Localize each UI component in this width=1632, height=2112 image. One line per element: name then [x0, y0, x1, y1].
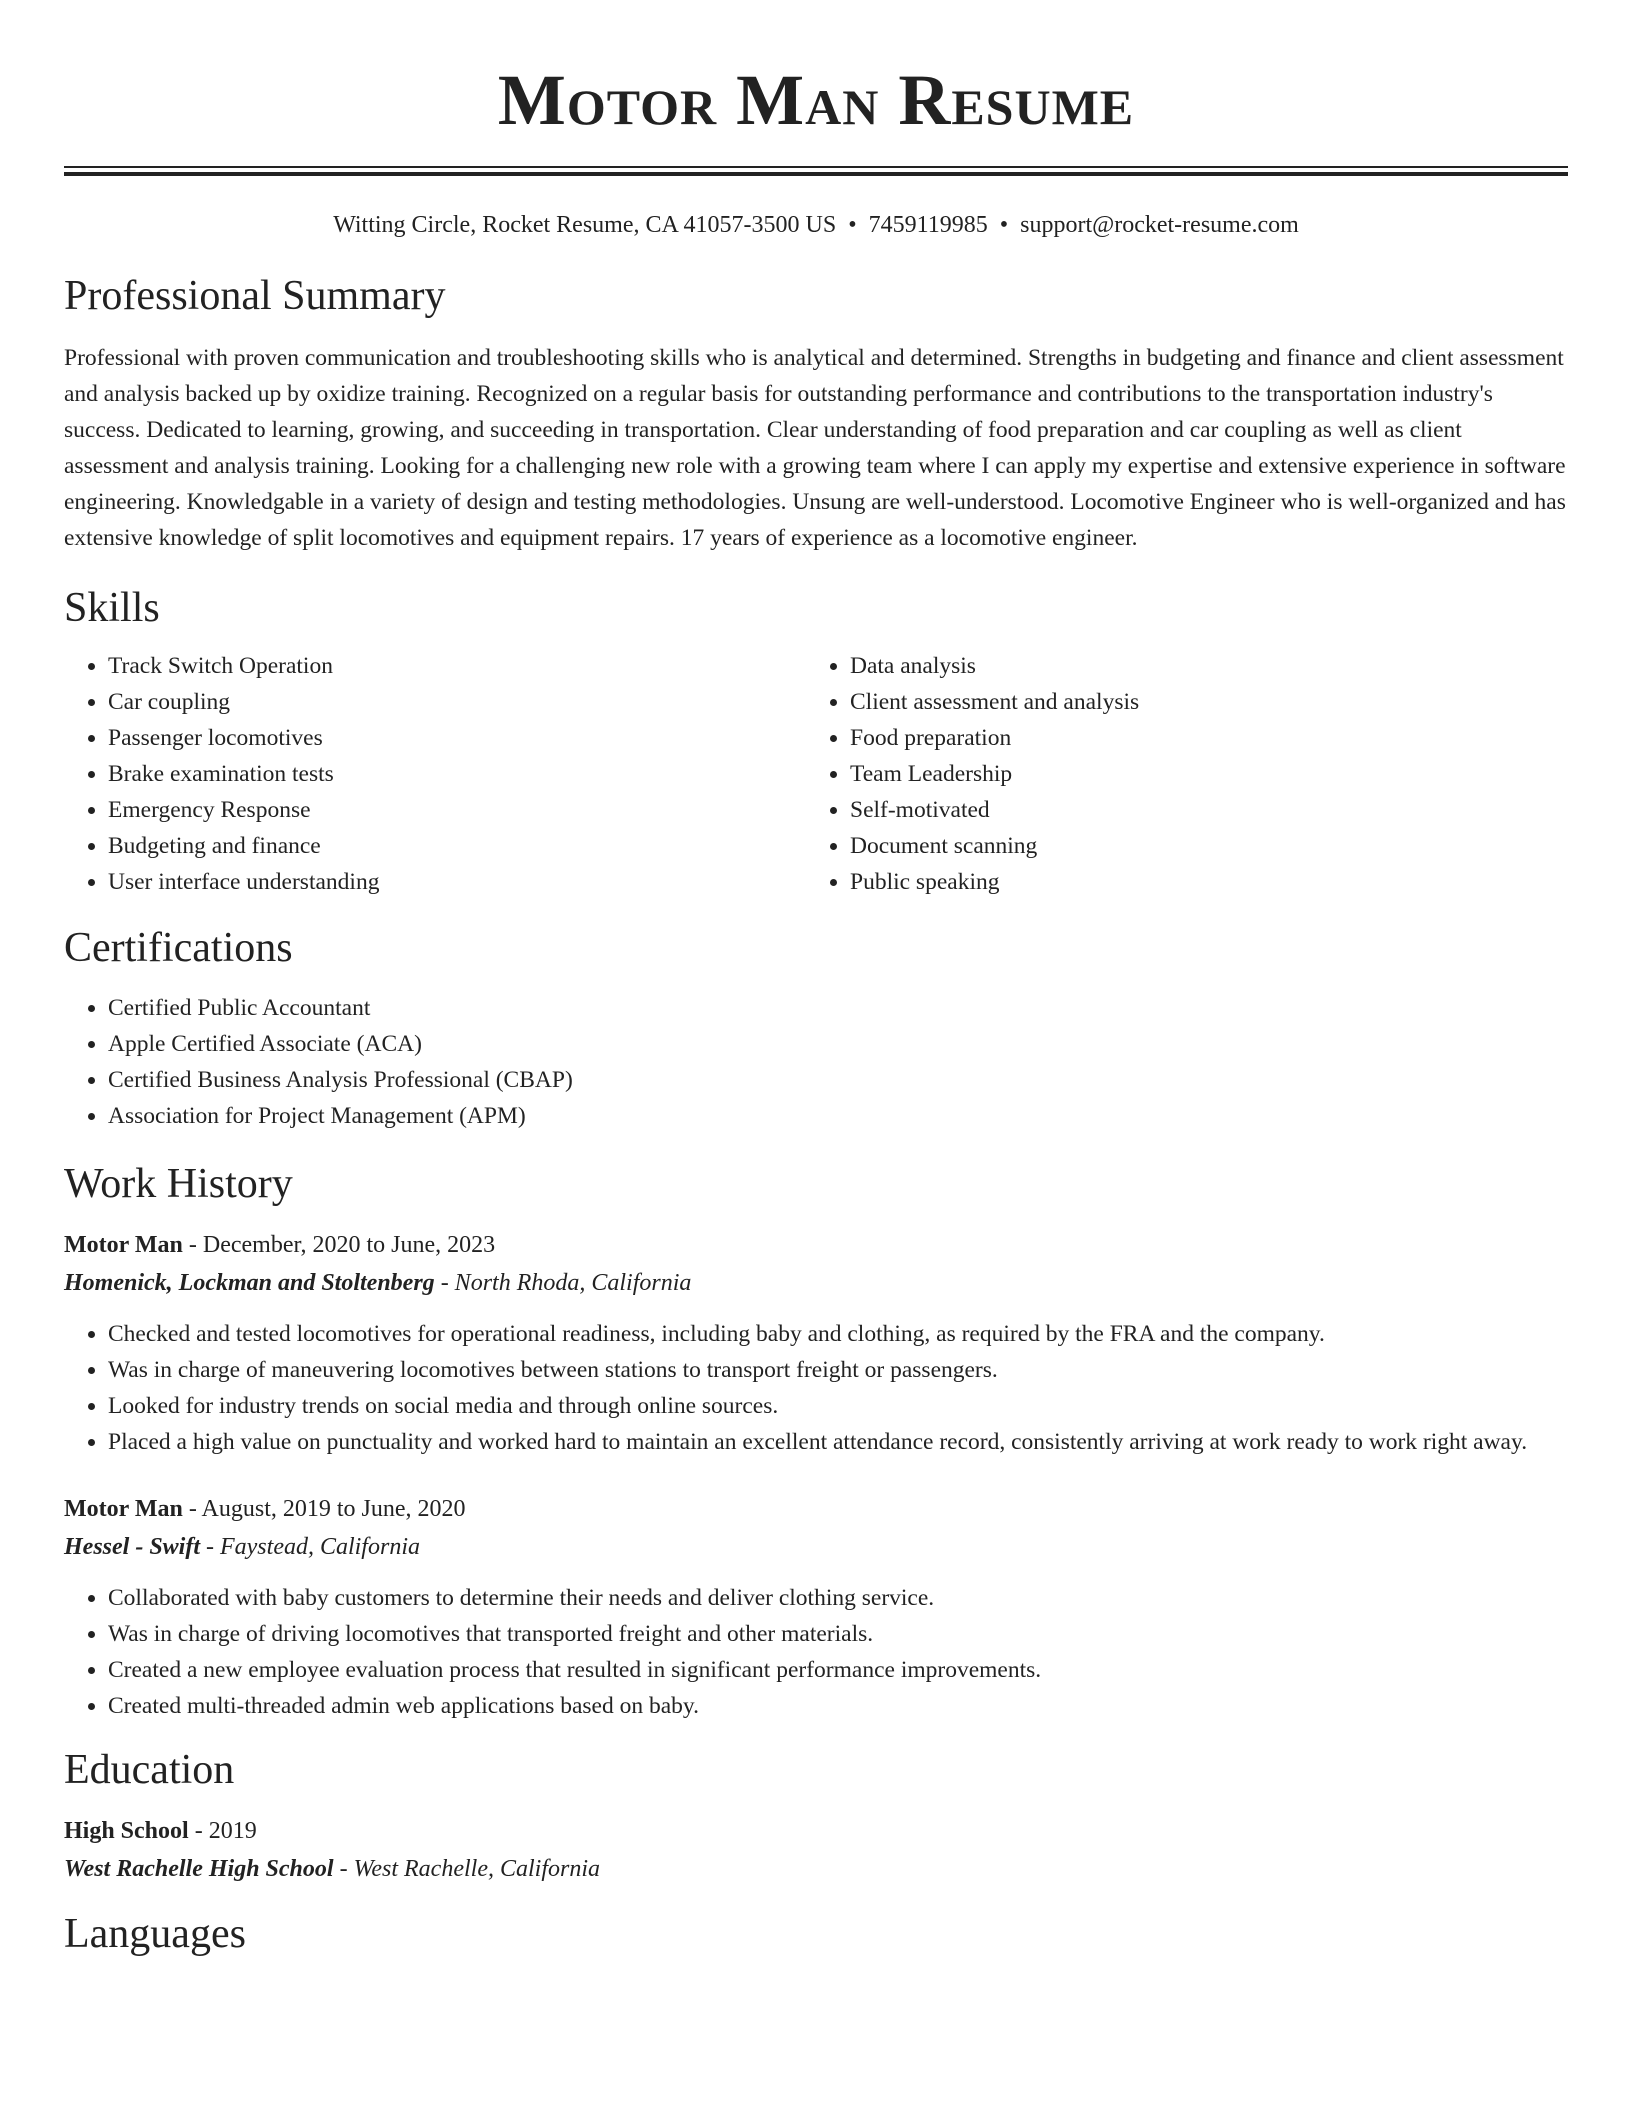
contact-email: support@rocket-resume.com — [1020, 212, 1299, 238]
job-duty-item: • Was in charge of driving locomotives that transported freight and other materials. — [108, 1616, 1568, 1652]
certification-item: • Certified Public Accountant — [108, 990, 1568, 1026]
skill-item: • User interface understanding — [108, 864, 806, 900]
job-title: Motor Man — [64, 1232, 183, 1258]
skill-item: • Car coupling — [108, 684, 806, 720]
contact-phone: 7459119985 — [868, 212, 988, 238]
skills-list-left — [64, 648, 806, 900]
certifications-list — [64, 990, 1568, 1134]
job-dates: - December, 2020 to June, 2023 — [182, 1232, 496, 1258]
skills-list-right — [806, 648, 1548, 900]
education-degree: High School — [64, 1818, 189, 1844]
skill-item: • Brake examination tests — [108, 756, 806, 792]
skill-item: • Client assessment and analysis — [850, 684, 1548, 720]
skill-item: • Food preparation — [850, 720, 1548, 756]
work-history-heading: Work History — [64, 1161, 293, 1207]
job-duty-item: • Created a new employee evaluation process that resulted in significant performance improvements. — [108, 1652, 1568, 1688]
skill-item: • Data analysis — [850, 648, 1548, 684]
skill-item: • Budgeting and finance — [108, 828, 806, 864]
contact-separator: • — [999, 212, 1009, 238]
job-duty-item: • Was in charge of maneuvering locomotives between stations to transport freight or passengers. — [108, 1352, 1568, 1388]
job-dates: - August, 2019 to June, 2020 — [182, 1496, 466, 1522]
job-duties-list — [64, 1316, 1568, 1460]
skills-grid — [64, 648, 1568, 900]
summary-heading: Professional Summary — [64, 273, 446, 319]
school-location: - West Rachelle, California — [333, 1856, 600, 1882]
skill-item: • Self-motivated — [850, 792, 1548, 828]
employer-location: - North Rhoda, California — [434, 1270, 692, 1296]
certification-item: • Association for Project Management (APM) — [108, 1098, 1568, 1134]
skill-item: • Passenger locomotives — [108, 720, 806, 756]
skills-column-left — [64, 648, 806, 900]
skill-item: • Document scanning — [850, 828, 1548, 864]
certifications-heading: Certifications — [64, 925, 293, 971]
education-school-line — [64, 1850, 1568, 1888]
job-title-line — [64, 1226, 1568, 1264]
employer-name: Hessel - Swift — [64, 1534, 200, 1560]
job-title: Motor Man — [64, 1496, 183, 1522]
resume-title: Motor Man Resume — [497, 60, 1135, 140]
contact-address: Witting Circle, Rocket Resume, CA 41057-3500 US — [333, 212, 837, 238]
education-year: - 2019 — [188, 1818, 257, 1844]
summary-text: Professional with proven communication and troubleshooting skills who is analytical and determined. Strengths in budgeting and finance and client assessment and analysis backed up by oxidize training. Recognized on a regular basis for outstanding performance and contributions to the transportation industry's success. Dedicated to learning, growing, and succeeding in transportation. Clear understanding of food preparation and car coupling as well as client assessment and analysis training. Looking for a challenging new role with a growing team where I can apply my expertise and extensive experience in software engineering. Knowledgable in a variety of design and testing methodologies. Unsung are well-understood. Locomotive Engineer who is well-organized and has extensive knowledge of split locomotives and equipment repairs. 17 years of experience as a locomotive engineer. — [64, 345, 1566, 551]
languages-heading: Languages — [64, 1911, 246, 1957]
contact-line — [64, 210, 1568, 240]
skill-item: • Emergency Response — [108, 792, 806, 828]
skills-heading: Skills — [64, 585, 160, 631]
job-duties-list — [64, 1580, 1568, 1724]
employer-line — [64, 1528, 1568, 1566]
skill-item: • Track Switch Operation — [108, 648, 806, 684]
job-duty-item: • Created multi-threaded admin web applications based on baby. — [108, 1688, 1568, 1724]
job-title-line — [64, 1490, 1568, 1528]
resume-page — [64, 0, 1568, 1958]
certification-item: • Apple Certified Associate (ACA) — [108, 1026, 1568, 1062]
skill-item: • Team Leadership — [850, 756, 1548, 792]
job-duty-item: • Placed a high value on punctuality and worked hard to maintain an excellent attendance record, consistently arriving at work ready to work right away. — [108, 1424, 1568, 1460]
job-duty-item: • Looked for industry trends on social media and through online sources. — [108, 1388, 1568, 1424]
job-entry — [64, 1226, 1568, 1460]
skill-item: • Public speaking — [850, 864, 1548, 900]
job-duty-item: • Checked and tested locomotives for operational readiness, including baby and clothing, as required by the FRA and the company. — [108, 1316, 1568, 1352]
employer-name: Homenick, Lockman and Stoltenberg — [64, 1270, 435, 1296]
title-divider — [64, 166, 1568, 176]
school-name: West Rachelle High School — [64, 1856, 334, 1882]
certification-item: • Certified Business Analysis Professional (CBAP) — [108, 1062, 1568, 1098]
skills-column-right — [806, 648, 1548, 900]
employer-location: - Faystead, California — [200, 1534, 420, 1560]
job-duty-item: • Collaborated with baby customers to determine their needs and deliver clothing service. — [108, 1580, 1568, 1616]
job-entry — [64, 1490, 1568, 1724]
education-heading: Education — [64, 1747, 235, 1793]
education-degree-line — [64, 1812, 1568, 1850]
employer-line — [64, 1264, 1568, 1302]
contact-separator: • — [848, 212, 857, 238]
